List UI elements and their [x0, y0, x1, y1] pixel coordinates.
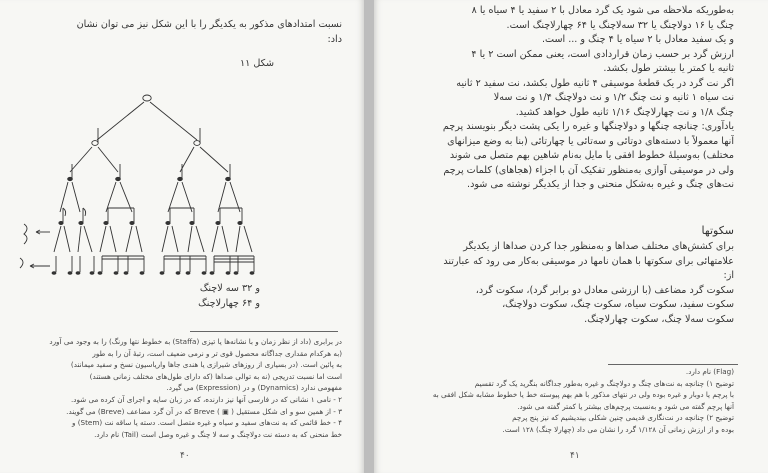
figure-caption	[140, 282, 260, 311]
text-line: علامتهائی برای سکوتها با همان نامها در موسیقی به‌کار می رود که عبارتند	[443, 255, 734, 267]
page-number: ۴۰	[180, 451, 190, 461]
half-note	[92, 141, 98, 146]
text-line: داد:	[327, 33, 342, 45]
footnote-line: (Flag) نام دارد.	[685, 367, 734, 376]
footnote-line: توضیح ۲) چنانچه در نت‌نگاری قدیمی چنین شکلی بیندیشیم که نیز پنج پرچم	[512, 413, 734, 423]
page-number: ۴۱	[570, 451, 580, 461]
footnote-line: به پائین است. (در بسیاری از روزهای شیرازی یا هندی جاها واریاسیون نسخ و سفید میمانند)	[70, 360, 342, 370]
text-line: ثانیه یا کمتر یا بیشتر طول بکشد.	[603, 63, 734, 74]
rests-heading: سکوتها	[701, 224, 734, 237]
footnote-line: بوده و از ارزش زمانی آن ۱/۱۲۸ گرد را نشان می داد (چهارلا چنگ) ۱۲۸ است.	[502, 424, 734, 434]
rests-text	[394, 240, 734, 327]
footnote-line: ۳ - از همین سو و ای شکل مستقیل ( ▣ ) Breve که در آن گرد مضاعف (Breve) می گویند.	[66, 406, 342, 416]
text-line: برای کشش‌های مختلف صداها و به‌منظور جدا کردن صداها از یکدیگر	[463, 241, 734, 252]
footnote-line: توضیح ۱) چنانچه به نت‌های چنگ و دولاچنگ و غیره به‌طور جداگانه بنگرید یک گرد تقسیم	[474, 378, 734, 388]
footnote-rule	[190, 331, 338, 332]
footnote-line: خط منحنی که به دسته نت دولاچنگ و سه لا چنگ و غیره وصل است (Tail) نام دارد.	[94, 429, 342, 439]
text-line: سکوت سه‌لا چنگ، سکوت چهارلاچنگ.	[584, 313, 734, 325]
whole-note	[143, 95, 151, 101]
left-page	[0, 0, 364, 473]
footnote-line: آنها پرچم گفته می شود و به‌نسبت پرچم‌های بیشتر یا کمتر گفته می شود.	[517, 401, 734, 411]
text-line: نت سیاه ۱ ثانیه و نت چنگ ۱/۲ و نت دولاچنگ ۱/۴ و نت سه‌لا	[493, 92, 734, 103]
footnote-line: مفهومی ندارد (Dynamics) و در (Expression) می گیرد.	[166, 383, 342, 393]
footnote-line: در برابری (داد از نظر زمان و با نشانه‌ها یا تیزی (Staffa) به خطوط نتها ورنگ) را به وجود می آورد	[49, 337, 342, 346]
right-page	[374, 0, 768, 473]
text-line: مختلف) به‌وسیلهٔ خطوط افقی یا مایل به‌نام شاهین بهم متصل می شوند	[449, 150, 734, 161]
text-line: و ۶۴ چهارلاچنگ	[198, 297, 260, 309]
footnote-line: است اما نسبت تدریجی (نه به توالی صداها (که دارای طول‌های مختلف زمانی هستند)	[89, 371, 342, 381]
left-footnotes	[22, 336, 342, 440]
half-note	[194, 141, 200, 146]
text-line: ولی در موسیقی آوازی به‌منظور تفکیک آن با اجزاء (هجاهای) کلمات پرچم	[443, 164, 734, 176]
footnote-rule	[608, 364, 738, 365]
text-line: اگر نت گرد در یک قطعهٔ موسیقی ۴ ثانیه طول بکشد، نت سفید ۲ ثانیه	[456, 77, 734, 89]
text-line: نسبت امتدادهای مذکور به یکدیگر را با این شکل نیز می توان نشان	[76, 19, 342, 30]
text-line: نت‌های چنگ و غیره به‌شکل منحنی و جدا از یکدیگر نوشته می شود.	[467, 179, 734, 190]
text-line: سکوت سفید، سکوت سیاه، سکوت چنگ، سکوت دولاچنگ،	[502, 299, 734, 310]
right-footnotes	[394, 366, 734, 436]
text-line: یادآوری: چنانچه چنگها و دولاچنگها و غیره را یکی پشت دیگر بنویسند پرچم	[442, 121, 734, 132]
footnote-line: ۴ - خط قائمی که به نت‌های سفید و سیاه و غیره متصل است. دسته یا ساقه نت (Stem) و	[71, 418, 342, 428]
text-line: و ۳۲ سه لاچنگ	[199, 283, 260, 294]
footnote-line: (به هرکدام مقداری جداگانه محصول قوی تر و نرمی ضعیف است، رتبهٔ آن را به طور	[92, 348, 342, 358]
right-main-text	[394, 4, 734, 193]
figure-label: شکل ۱۱	[240, 58, 274, 69]
text-line: و یک سفید معادل با ۲ سیاه یا ۴ چنگ و ... است.	[541, 34, 734, 45]
footnote-line: با پرچم یا دوبار و غیره بوده ولی در نتهای مذکور با هم بهم پیوسته خط یا خطوط مشابه شکل افقی به	[432, 390, 734, 400]
text-line: از:	[723, 270, 734, 281]
book-gutter	[364, 0, 374, 473]
text-line: آنها معمولاً با دسته‌های دوتائی و سه‌تائی یا چهارتائی (بنا به وضع میزانهای	[447, 135, 734, 147]
text-line: به‌طوریکه ملاحظه می شود یک گرد معادل با ۲ سفید یا ۴ سیاه یا ۸	[471, 5, 734, 16]
text-line: چنگ یا ۱۶ دولاچنگ یا ۳۲ سه‌لاچنگ یا ۶۴ چهارلاچنگ است.	[506, 19, 734, 31]
text-line: ارزش گرد بر حسب زمان قراردادی است، یعنی ممکن است ۲ یا ۴	[471, 48, 734, 60]
text-line: سکوت گرد مضاعف (با ارزشی معادل دو برابر گرد)، سکوت گرد،	[475, 284, 734, 296]
text-line: چنگ ۱/۸ و نت چهارلاچنگ ۱/۱۶ ثانیه طول خواهد کشید.	[515, 106, 734, 118]
footnote-line: ۲ - نامی ۱ نشانی که در فارسی آنها نیز دارنده، که در زبان سایه و اجرای آن کرده می شود.	[70, 394, 342, 404]
